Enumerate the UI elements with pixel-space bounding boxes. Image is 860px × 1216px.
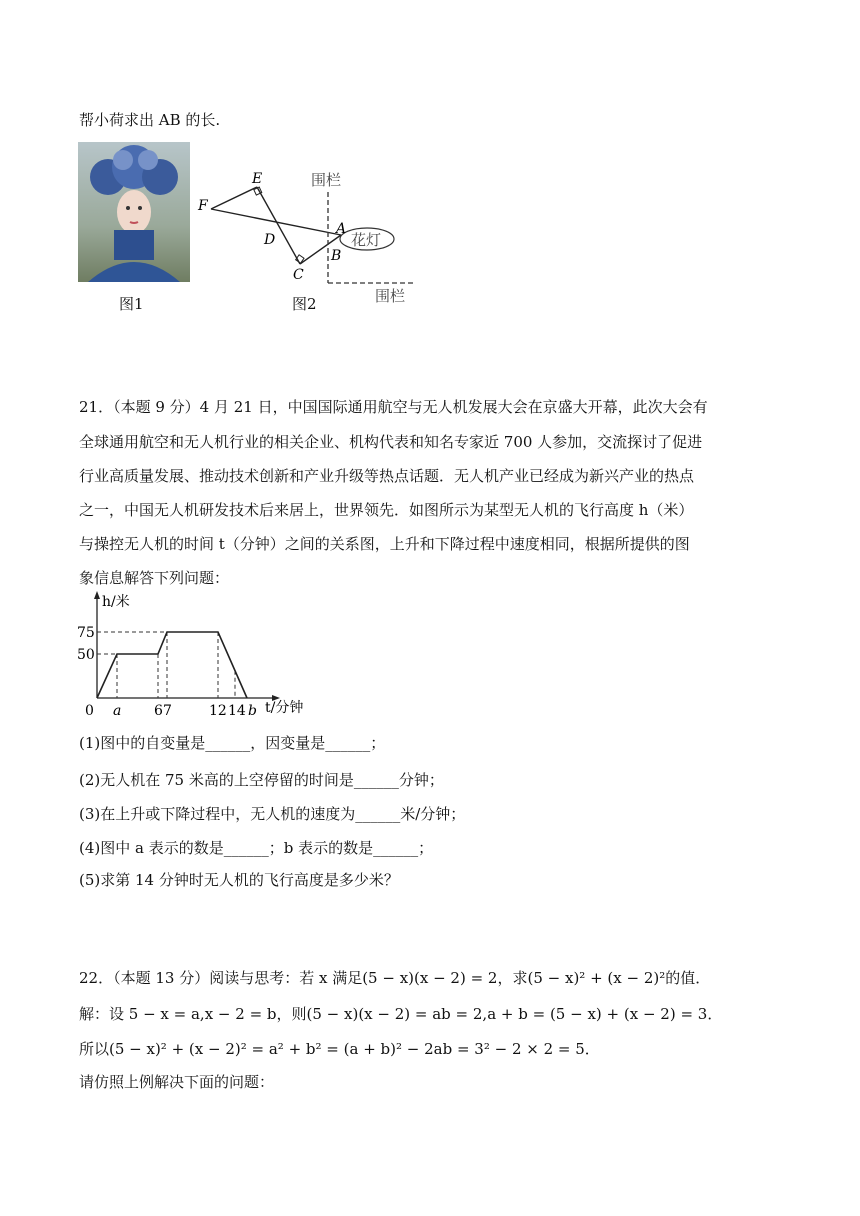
label-F: F <box>198 198 208 214</box>
q21-line-6: 象信息解答下列问题： <box>79 569 230 587</box>
figure2-caption: 图2 <box>292 295 317 313</box>
q22-line-4: 请仿照上例解决下面的问题： <box>79 1073 275 1091</box>
flight-height-line <box>97 632 247 698</box>
label-C: C <box>293 267 304 283</box>
x-tick-label: 7 <box>163 703 172 719</box>
q21-line-2: 全球通用航空和无人机行业的相关企业、机构代表和知名专家近 700 人参加，交流探讨了促进 <box>79 433 703 451</box>
q21-sub-5: (5)求第 14 分钟时无人机的飞行高度是多少米？ <box>79 871 399 889</box>
y-axis-arrow <box>94 591 100 599</box>
label-E: E <box>252 171 263 187</box>
x-tick-label: a <box>113 703 122 719</box>
label-A: A <box>336 221 347 237</box>
x-tick-label: 12 <box>209 703 227 719</box>
q21-sub-3: (3)在上升或下降过程中，无人机的速度为______米/分钟； <box>79 805 466 823</box>
q21-sub-4: (4)图中 a 表示的数是______；b 表示的数是______； <box>79 839 434 857</box>
x-tick-label: 14 <box>228 703 246 719</box>
q21-sub-1: (1)图中的自变量是______，因变量是______； <box>79 734 386 752</box>
q22-line-2: 解：设 5 − x = a,x − 2 = b，则(5 − x)(x − 2) = ab = 2,a + b = (5 − x) + (x − 2) = 3． <box>79 1005 723 1023</box>
q21-line-4: 之一，中国无人机研发技术后来居上，世界领先．如图所示为某型无人机的飞行高度 h（米） <box>79 501 694 519</box>
q22-line-3: 所以(5 − x)² + (x − 2)² = a² + b² = (a + b)² − 2ab = 3² − 2 × 2 = 5． <box>79 1040 600 1058</box>
q21-line-3: 行业高质量发展、推动技术创新和产业升级等热点话题．无人机产业已经成为新兴产业的热点 <box>79 467 695 485</box>
x-tick-label: b <box>248 703 257 719</box>
y-axis-label: h/米 <box>102 594 130 610</box>
intro-line: 帮小荷求出 AB 的长. <box>79 111 221 129</box>
fence-bottom-label: 围栏 <box>375 287 406 305</box>
figure1-caption: 图1 <box>119 295 144 313</box>
segment-FE <box>211 187 257 209</box>
label-D: D <box>264 232 276 248</box>
fence-top-label: 围栏 <box>311 171 342 189</box>
y-tick-label: 50 <box>77 647 95 663</box>
height-time-chart <box>75 588 325 723</box>
segment-FA <box>211 209 341 235</box>
x-tick-label: 0 <box>85 703 94 719</box>
q21-line-1: 21．（本题 9 分）4 月 21 日，中国国际通用航空与无人机发展大会在京盛大开幕，此次大会有 <box>79 398 708 416</box>
lantern-label: 花灯 <box>351 231 382 249</box>
q21-line-5: 与操控无人机的时间 t（分钟）之间的关系图，上升和下降过程中速度相同，根据所提供的图 <box>79 535 690 553</box>
label-B: B <box>331 248 342 264</box>
x-tick-label: 6 <box>154 703 163 719</box>
q22-line-1: 22．（本题 13 分）阅读与思考：若 x 满足(5 − x)(x − 2) = 2，求(5 − x)² + (x − 2)²的值． <box>79 969 711 987</box>
q21-sub-2: (2)无人机在 75 米高的上空停留的时间是______分钟； <box>79 771 444 789</box>
x-axis-label: t/分钟 <box>265 700 304 716</box>
figure1-photo <box>78 142 190 282</box>
y-tick-label: 75 <box>77 625 95 641</box>
